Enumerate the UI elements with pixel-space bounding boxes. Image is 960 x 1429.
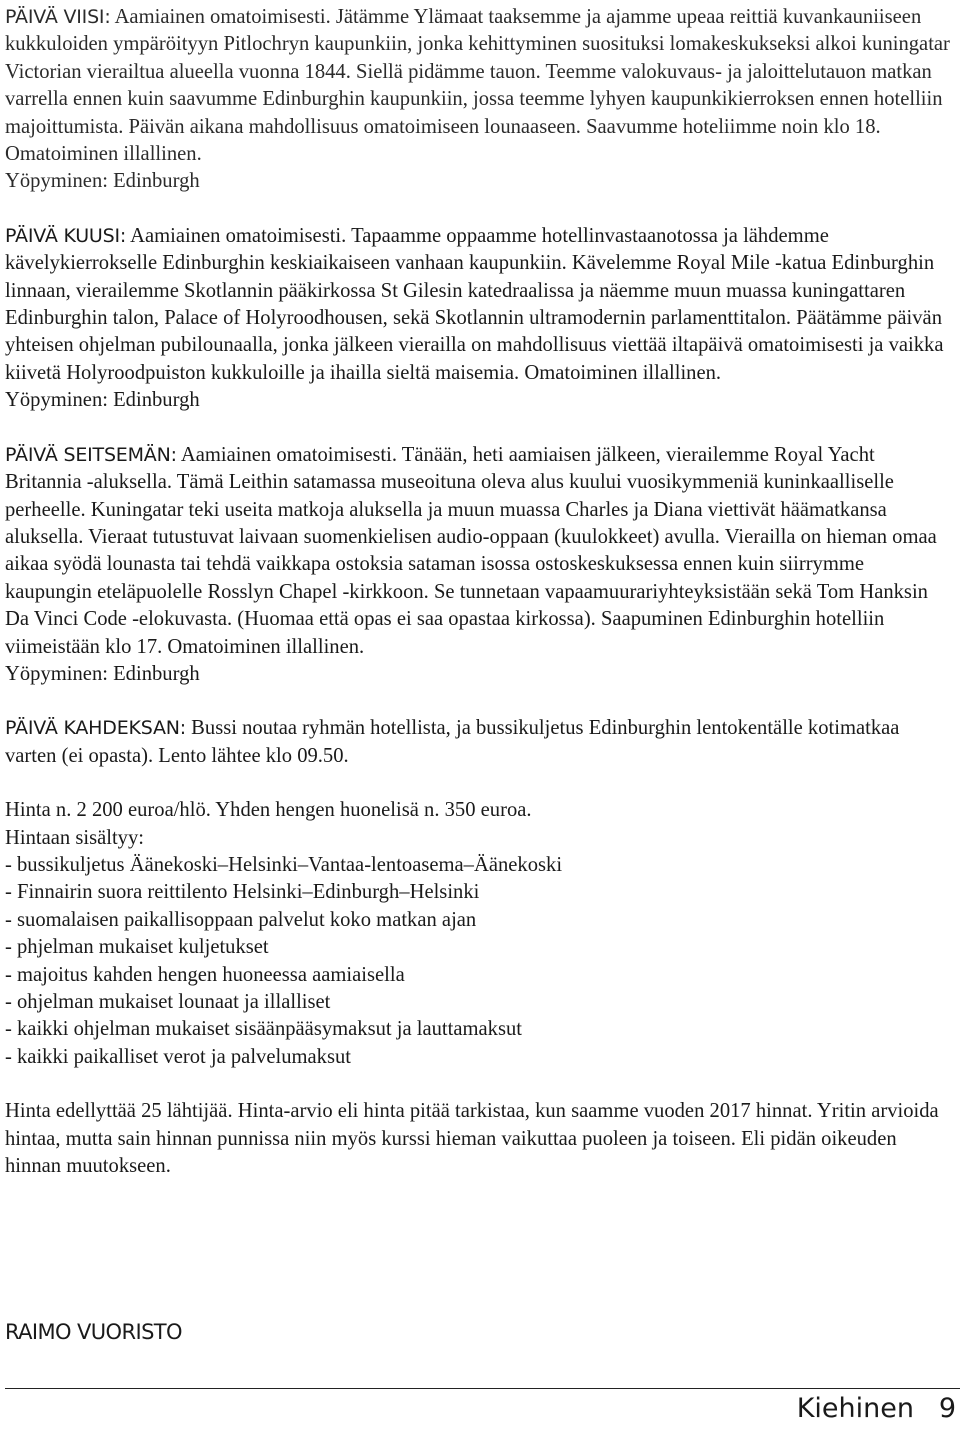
list-item: - majoitus kahden hengen huoneessa aamiaisella xyxy=(5,963,405,986)
article-body xyxy=(5,4,955,1180)
list-item: - suomalaisen paikallisoppaan palvelut koko matkan ajan xyxy=(5,908,477,931)
day-heading: PÄIVÄ KAHDEKSAN: xyxy=(5,717,186,740)
overnight-location: Yöpyminen: Edinburgh xyxy=(5,170,200,193)
page-number: 9 xyxy=(938,1393,956,1424)
day-text: Bussi noutaa ryhmän hotellista, ja bussikuljetus Edinburghin lentokentälle kotimatkaa varten (ei opasta). Lento lähtee klo 09.50. xyxy=(5,717,900,767)
author-name: RAIMO VUORISTO xyxy=(5,1320,182,1344)
day-heading: PÄIVÄ SEITSEMÄN: xyxy=(5,443,177,466)
day-seven-paragraph xyxy=(5,442,955,689)
day-six-paragraph xyxy=(5,223,955,415)
magazine-name: Kiehinen xyxy=(796,1393,914,1424)
overnight-location: Yöpyminen: Edinburgh xyxy=(5,662,200,685)
list-item: - phjelman mukaiset kuljetukset xyxy=(5,936,269,959)
list-item: - bussikuljetus Äänekoski–Helsinki–Vantaa-lentoasema–Äänekoski xyxy=(5,853,563,876)
list-item: - kaikki ohjelman mukaiset sisäänpääsymaksut ja lauttamaksut xyxy=(5,1018,523,1041)
includes-list xyxy=(5,852,955,1071)
overnight-location: Yöpyminen: Edinburgh xyxy=(5,389,200,412)
footer-divider xyxy=(5,1388,960,1389)
day-text: Aamiainen omatoimisesti. Tapaamme oppaamme hotellinvastaanotossa ja lähdemme kävelykierrokselle Edinburghin keskiaikaiseen vanhaan kaupunkiin. Kävelemme Royal Mile -katua Edinburghin linnaan, vierailemme Skotlannin pääkirkossa St Gilesin katedraalissa ja näemme muun muassa kuningattaren Edinburghin talon, Palace of Holyroodhousen, sekä Skotlannin ultramodernin parlamenttitalon. Päätämme päivän yhteisen ohjelman pubilounaalla, jonka jälkeen vierailla on mahdollisuus viettää iltapäivä omatoimisesti ja vaikka kiivetä Holyroodpuiston kukkuloille ja ihailla sieltä maisemia. Omatoiminen illallinen. xyxy=(5,224,944,384)
list-item: - kaikki paikalliset verot ja palvelumaksut xyxy=(5,1045,351,1068)
day-eight-paragraph xyxy=(5,715,955,770)
list-item: - Finnairin suora reittilento Helsinki–Edinburgh–Helsinki xyxy=(5,881,480,904)
day-five-paragraph xyxy=(5,4,955,196)
includes-label: Hintaan sisältyy: xyxy=(5,826,144,849)
day-heading: PÄIVÄ VIISI: xyxy=(5,6,111,28)
day-heading: PÄIVÄ KUUSI: xyxy=(5,224,127,247)
price-line: Hinta n. 2 200 euroa/hlö. Yhden hengen huonelisä n. 350 euroa. xyxy=(5,799,532,822)
day-text: Aamiainen omatoimisesti. Tänään, heti aamiaisen jälkeen, vierailemme Royal Yacht Britannia -aluksella. Tämä Leithin satamassa museoituna oleva alus kuului vuosikymmeniä kuninkaalliselle perheelle. Kuningatar teki useita matkoja aluksella ja muun muassa Charles ja Diana viettivät häämatkansa aluksella. Vieraat tutustuvat laivaan suomenkielisen audio-oppaan (kuulokkeet) avulla. Vierailla on hieman omaa aikaa syödä lounasta tai tehdä vaikkapa ostoksia sataman isossa ostoskeskuksessa ennen kuin siirrymme kaupungin eteläpuolelle Rosslyn Chapel -kirkkoon. Se tunnetaan vapaamuurariyhteyksistään sekä Tom Hanksin Da Vinci Code -elokuvasta. (Huomaa että opas ei saa opastaa kirkossa). Saapuminen Edinburghin hotelliin viimeistään klo 17. Omatoiminen illallinen. xyxy=(5,443,937,658)
price-condition: Hinta edellyttää 25 lähtijää. Hinta-arvio eli hinta pitää tarkistaa, kun saamme vuoden 2017 hinnat. Yritin arvioida hintaa, mutta sain hinnan punnissa niin myös kurssi hieman vaikuttaa puoleen ja toiseen. Eli pidän oikeuden hinnan muutokseen. xyxy=(5,1100,939,1178)
pricing-section xyxy=(5,797,955,1180)
list-item: - ohjelman mukaiset lounaat ja illalliset xyxy=(5,991,331,1013)
day-text: Aamiainen omatoimisesti. Jätämme Ylämaat taaksemme ja ajamme upeaa reittiä kuvankauniiseen kukkuloiden ympäröityyn Pitlochryn kaupunkiin, jonka kehittyminen suosituksi lomakeskukseksi alkoi kuningatar Victorian vierailtua alueella vuonna 1844. Siellä pidämme tauon. Teemme valokuvaus- ja jaloittelutauon matkan varrella ennen kuin saavumme Edinburghin kaupunkiin, jossa teemme lyhyen kaupunkikierroksen ennen hotelliin majoittumista. Päivän aikana mahdollisuus omatoimiseen lounaaseen. Saavumme hoteliimme noin klo 18. Omatoiminen illallinen. xyxy=(5,6,950,166)
